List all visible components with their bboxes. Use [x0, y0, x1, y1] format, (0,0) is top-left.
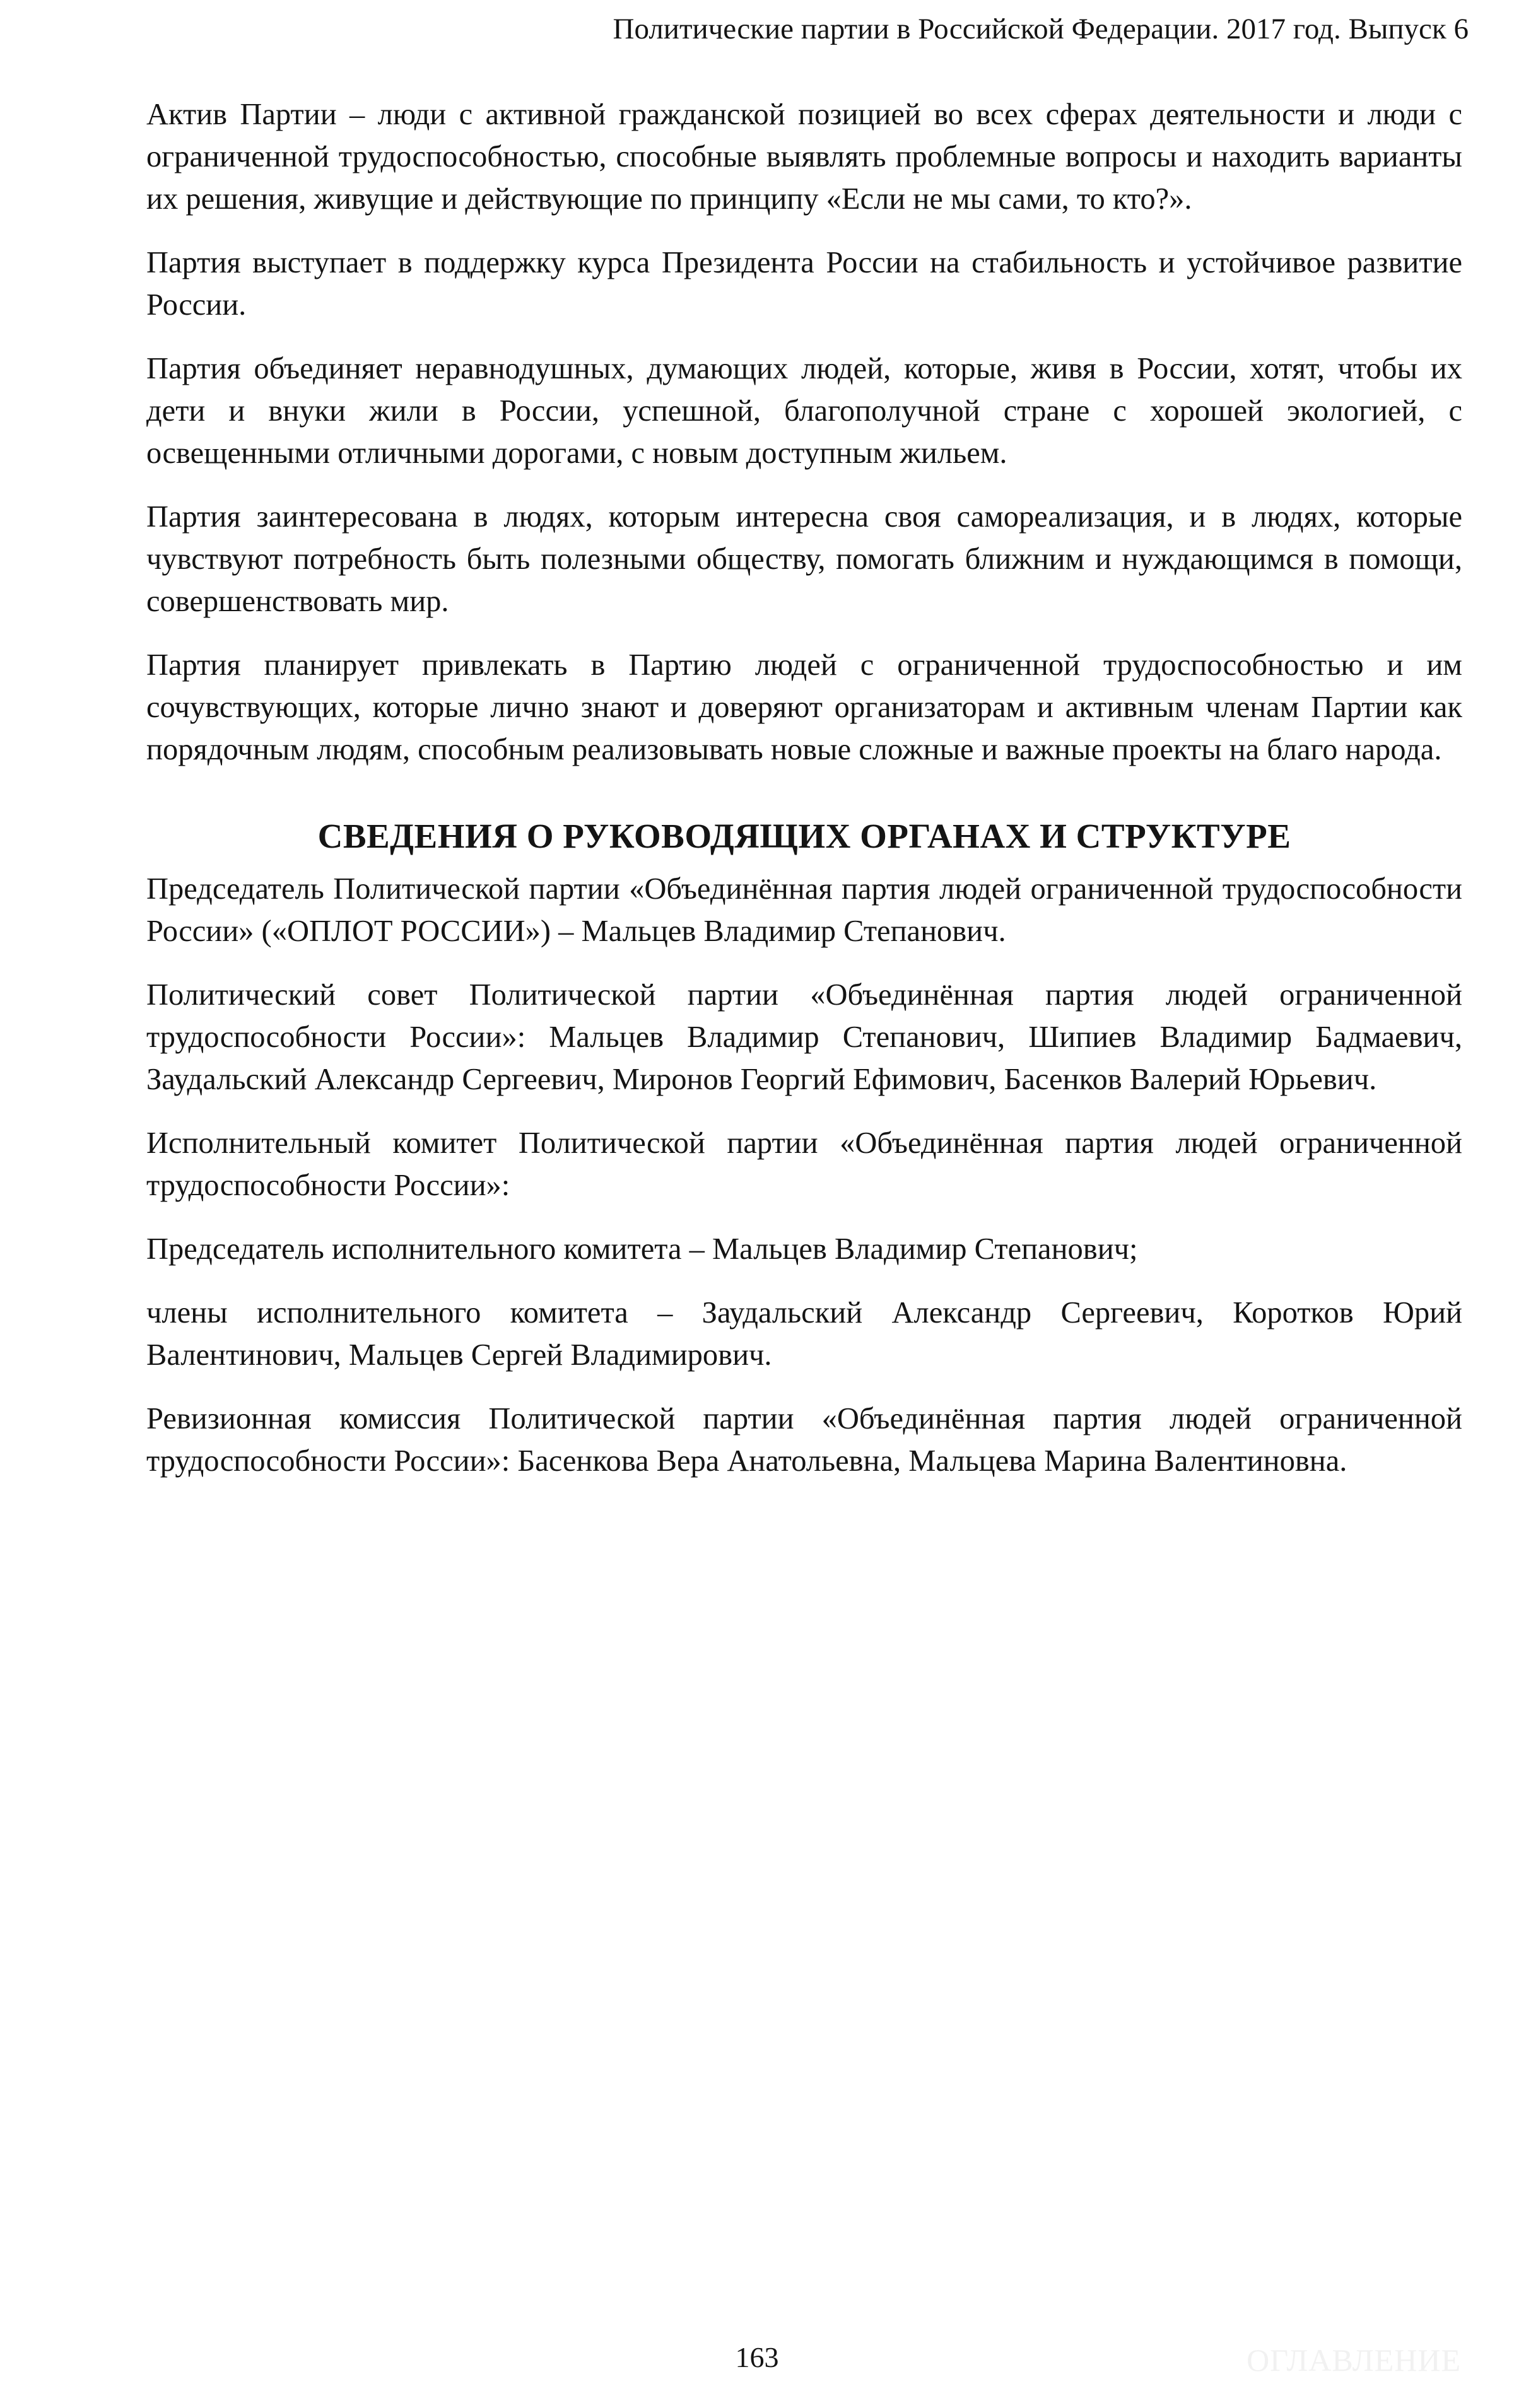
paragraph-party-unites: Партия объединяет неравнодушных, думающих людей, которые, живя в России, хотят, чтобы их дети и внуки жили в России, успешной, благополучной стране с хорошей экологией, с освещенными отличными дорогами, с новым доступным жильем.: [146, 352, 1462, 470]
table-of-contents-link[interactable]: ОГЛАВЛЕНИЕ: [1247, 2342, 1461, 2378]
page-number: 163: [735, 2341, 779, 2373]
paragraph-party-interested: Партия заинтересована в людях, которым интересна своя самореализация, и в людях, которые чувствуют потребность быть полезными обществу, помогать ближним и нуждающимся в помощи, совершенствовать мир.: [146, 500, 1462, 618]
section-heading: СВЕДЕНИЯ О РУКОВОДЯЩИХ ОРГАНАХ И СТРУКТУРЕ: [317, 817, 1291, 855]
paragraph-president-support: Партия выступает в поддержку курса Президента России на стабильность и устойчивое развитие России.: [146, 246, 1462, 322]
paragraph-political-council: Политический совет Политической партии «Объединённая партия людей ограниченной трудоспособности России»: Мальцев Владимир Степанович, Шипиев Владимир Бадмаевич, Заудальский Александр Сергеевич, Миронов Георгий Ефимович, Басенков Валерий Юрьевич.: [146, 978, 1462, 1096]
running-header: Политические партии в Российской Федерации. 2017 год. Выпуск 6: [613, 13, 1469, 45]
paragraph-executive-chairman: Председатель исполнительного комитета – Мальцев Владимир Степанович;: [146, 1232, 1138, 1266]
paragraph-chairman: Председатель Политической партии «Объединённая партия людей ограниченной трудоспособности России» («ОПЛОТ РОССИИ») – Мальцев Владимир Степанович.: [146, 872, 1462, 948]
paragraph-party-plans: Партия планирует привлекать в Партию людей с ограниченной трудоспособностью и им сочувствующих, которые лично знают и доверяют организаторам и активным членам Партии как порядочным людям, способным реализовывать новые сложные и важные проекты на благо народа.: [146, 648, 1462, 766]
paragraph-executive-committee: Исполнительный комитет Политической партии «Объединённая партия людей ограниченной трудоспособности России»:: [146, 1126, 1462, 1202]
paragraph-audit-commission: Ревизионная комиссия Политической партии «Объединённая партия людей ограниченной трудоспособности России»: Басенкова Вера Анатольевна, Мальцева Марина Валентиновна.: [146, 1402, 1462, 1478]
paragraph-executive-members: члены исполнительного комитета – Заудальский Александр Сергеевич, Коротков Юрий Валентинович, Мальцев Сергей Владимирович.: [146, 1296, 1462, 1372]
page-body: [146, 93, 1462, 1504]
paragraph-party-activists: Актив Партии – люди с активной гражданской позицией во всех сферах деятельности и люди с ограниченной трудоспособностью, способные выявлять проблемные вопросы и находить варианты их решения, живущие и действующие по принципу «Если не мы сами, то кто?».: [146, 98, 1462, 216]
